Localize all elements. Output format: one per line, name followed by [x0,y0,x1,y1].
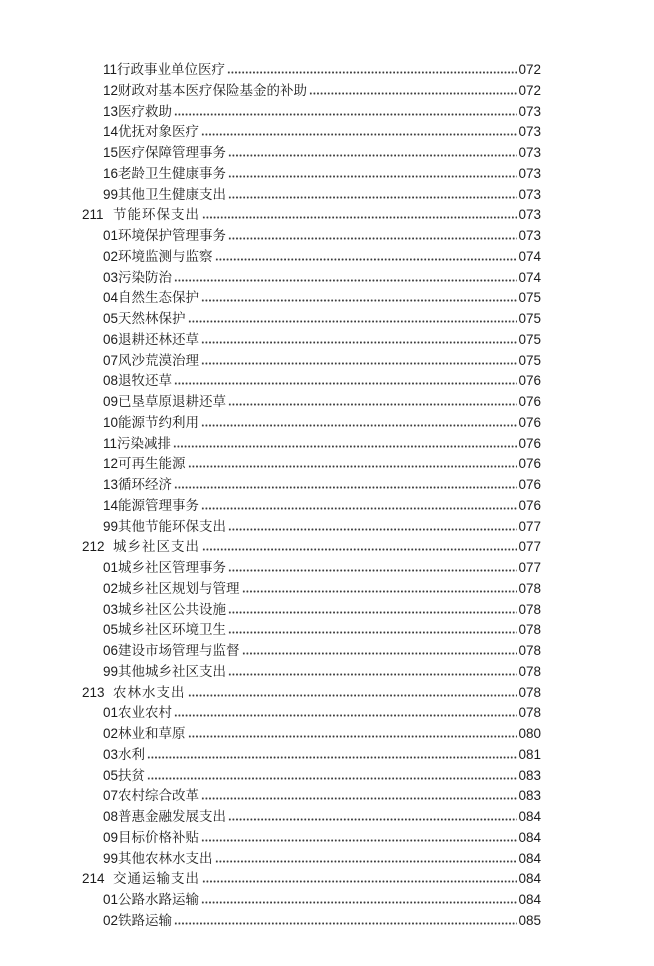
toc-entry[interactable] [82,683,541,704]
toc-entry-page: 076 [518,456,541,472]
toc-leader-dots [201,133,517,136]
toc-leader-dots [228,631,517,634]
toc-entry-page: 073 [518,103,541,119]
toc-entry-page: 073 [518,207,541,223]
toc-leader-dots [201,839,517,842]
toc-entry-page: 072 [518,62,541,77]
toc-entry-page: 083 [518,788,541,804]
toc-leader-dots [147,777,517,780]
toc-entry-page: 075 [518,352,541,368]
toc-entry-label: 03水利 [103,746,146,762]
toc-entry-label: 08普惠金融发展支出 [103,809,227,824]
toc-entry[interactable] [82,164,541,185]
toc-entry-label: 09目标价格补贴 [103,829,200,845]
toc-leader-dots [228,175,517,178]
toc-entry[interactable] [82,620,541,641]
toc-entry[interactable] [82,475,541,496]
toc-entry[interactable] [82,185,541,206]
toc-entry[interactable] [82,226,541,247]
toc-entry-page: 076 [518,414,541,430]
toc-entry-page: 073 [518,165,541,181]
toc-leader-dots [242,652,518,655]
toc-entry[interactable] [82,205,541,226]
toc-leader-dots [174,922,517,925]
toc-entry-label: 05天然林保护 [103,311,186,326]
toc-entry-page: 078 [518,705,541,721]
toc-leader-dots [174,486,517,489]
toc-leader-dots [228,528,517,531]
toc-entry-number: 213 [82,684,105,700]
toc-entry[interactable] [82,81,541,102]
toc-leader-dots [228,673,517,676]
toc-entry-label: 12财政对基本医疗保险基金的补助 [103,82,308,98]
toc-entry[interactable] [82,766,541,787]
toc-entry-label: 节能环保支出 [113,207,200,223]
toc-entry-label: 09已垦草原退耕还草 [103,394,227,409]
toc-entry-page: 077 [518,560,541,575]
toc-entry-label: 03污染防治 [103,269,173,285]
toc-entry-label: 城乡社区支出 [113,539,200,555]
toc-entry-label: 13医疗救助 [103,103,173,119]
toc-entry-label: 05城乡社区环境卫生 [103,622,227,638]
toc-entry-page: 074 [518,269,541,285]
toc-entry[interactable] [82,537,541,558]
toc-leader-dots [242,590,518,593]
toc-entry[interactable] [82,371,541,392]
toc-entry-label: 交通运输支出 [113,871,200,887]
toc-entry-label: 99其他农林水支出 [103,850,213,866]
toc-entry[interactable] [82,558,541,579]
toc-entry-page: 073 [518,228,541,243]
toc-entry-label: 13循环经济 [103,477,173,492]
toc-entry-page: 084 [518,871,541,887]
toc-entry-page: 078 [518,663,541,679]
toc-entry-page: 077 [518,518,541,534]
toc-entry-label: 11污染减排 [103,435,172,451]
toc-entry-label: 12可再生能源 [103,456,186,472]
toc-entry-label: 14优抚对象医疗 [103,124,200,140]
toc-leader-dots [202,216,517,219]
toc-leader-dots [188,694,518,697]
toc-entry[interactable] [82,434,541,455]
toc-entry[interactable] [82,392,541,413]
toc-entry[interactable] [82,247,541,268]
toc-entry[interactable] [82,517,541,538]
toc-entry-page: 078 [518,643,541,658]
toc-entry-page: 083 [518,767,541,783]
toc-entry[interactable] [82,102,541,123]
toc-entry-page: 078 [518,622,541,638]
toc-leader-dots [215,258,518,261]
toc-entry-label: 99其他节能环保支出 [103,518,227,534]
toc-entry[interactable] [82,600,541,621]
toc-entry-page: 084 [518,809,541,824]
toc-leader-dots [188,465,518,468]
toc-entry-label: 99其他卫生健康支出 [103,186,227,202]
toc-entry-label: 02城乡社区规划与管理 [103,580,240,596]
toc-entry[interactable] [82,454,541,475]
toc-leader-dots [202,548,517,551]
toc-entry[interactable] [82,413,541,434]
toc-entry-label: 07农村综合改革 [103,788,200,804]
toc-leader-dots [228,569,517,572]
toc-entry-page: 072 [518,82,541,98]
toc-entry[interactable] [82,662,541,683]
toc-leader-dots [201,362,517,365]
toc-entry[interactable] [82,641,541,662]
toc-entry-label: 02铁路运输 [103,912,173,928]
toc-entry-number: 214 [82,871,105,887]
toc-entry[interactable] [82,122,541,143]
toc-leader-dots [228,154,517,157]
toc-entry-page: 073 [518,124,541,140]
toc-entry[interactable] [82,786,541,807]
toc-entry[interactable] [82,288,541,309]
toc-leader-dots [188,320,518,323]
toc-entry[interactable] [82,849,541,870]
toc-entry-number: 212 [82,539,105,555]
toc-entry-page: 076 [518,373,541,389]
toc-entry-page: 085 [518,912,541,928]
toc-entry[interactable] [82,828,541,849]
toc-entry[interactable] [82,703,541,724]
toc-leader-dots [201,797,517,800]
toc-entry-label: 06退耕还林还草 [103,331,200,347]
toc-entry-number: 211 [82,207,104,223]
toc-entry-page: 074 [518,248,541,264]
toc-leader-dots [201,507,517,510]
toc-leader-dots [228,403,517,406]
toc-entry-label: 03城乡社区公共设施 [103,601,227,617]
toc-leader-dots [228,818,517,821]
toc-entry-page: 076 [518,477,541,492]
toc-entry-label: 01公路水路运输 [103,892,200,907]
toc-entry[interactable] [82,911,541,932]
toc-entry[interactable] [82,496,541,517]
toc-leader-dots [201,299,517,302]
toc-leader-dots [215,860,518,863]
toc-entry-label: 15医疗保障管理事务 [103,145,227,160]
toc-entry-label: 10能源节约利用 [103,414,200,430]
toc-entry-label: 07风沙荒漠治理 [103,352,200,368]
toc-entry-label: 02环境监测与监察 [103,248,213,264]
toc-entry-page: 075 [518,311,541,326]
toc-entry-label: 11行政事业单位医疗 [103,62,226,77]
toc-entry-page: 075 [518,331,541,347]
toc-leader-dots [228,237,517,240]
toc-leader-dots [201,424,517,427]
toc-entry[interactable] [82,143,541,164]
toc-entry-page: 084 [518,850,541,866]
toc-entry-page: 078 [518,684,541,700]
toc-entry-label: 05扶贫 [103,767,146,783]
toc-entry[interactable] [82,309,541,330]
toc-entry-label: 16老龄卫生健康事务 [103,165,227,181]
toc-entry-page: 076 [518,497,541,513]
toc-leader-dots [228,196,517,199]
toc-entry-page: 077 [518,539,541,555]
toc-leader-dots [201,341,517,344]
toc-entry-page: 073 [518,186,541,202]
toc-leader-dots [228,611,517,614]
toc-leader-dots [174,279,517,282]
toc-leader-dots [309,92,517,95]
toc-entry[interactable] [82,579,541,600]
toc-entry[interactable] [82,890,541,911]
toc-entry[interactable] [82,869,541,890]
toc-entry[interactable] [82,330,541,351]
toc-entry-page: 080 [518,726,541,741]
toc-entry-page: 076 [518,435,541,451]
toc-entry-page: 081 [518,746,541,762]
toc-entry[interactable] [82,268,541,289]
toc-leader-dots [174,382,517,385]
toc-entry[interactable] [82,724,541,745]
toc-entry-page: 084 [518,829,541,845]
toc-leader-dots [174,714,517,717]
toc-leader-dots [201,901,517,904]
toc-entry-label: 01环境保护管理事务 [103,228,227,243]
toc-entry-page: 078 [518,580,541,596]
toc-leader-dots [202,880,517,883]
toc-leader-dots [147,756,517,759]
toc-entry-label: 02林业和草原 [103,726,186,741]
toc-entry[interactable] [82,351,541,372]
toc-entry-page: 078 [518,601,541,617]
toc-leader-dots [188,735,518,738]
toc-leader-dots [173,445,517,448]
toc-entry-page: 076 [518,394,541,409]
toc-leader-dots [174,113,517,116]
table-of-contents [82,60,541,932]
toc-entry-page: 084 [518,892,541,907]
toc-entry-label: 14能源管理事务 [103,497,200,513]
toc-entry-label: 农林水支出 [113,684,186,700]
toc-entry-label: 06建设市场管理与监督 [103,643,240,658]
toc-entry-label: 04自然生态保护 [103,290,200,306]
toc-entry-label: 08退牧还草 [103,373,173,389]
toc-entry-label: 01城乡社区管理事务 [103,560,227,575]
toc-entry-label: 01农业农村 [103,705,173,721]
toc-entry-label: 99其他城乡社区支出 [103,663,227,679]
toc-entry-page: 075 [518,290,541,306]
toc-entry[interactable] [82,807,541,828]
toc-leader-dots [227,71,517,74]
toc-entry[interactable] [82,745,541,766]
toc-entry-page: 073 [518,145,541,160]
toc-entry[interactable] [82,60,541,81]
